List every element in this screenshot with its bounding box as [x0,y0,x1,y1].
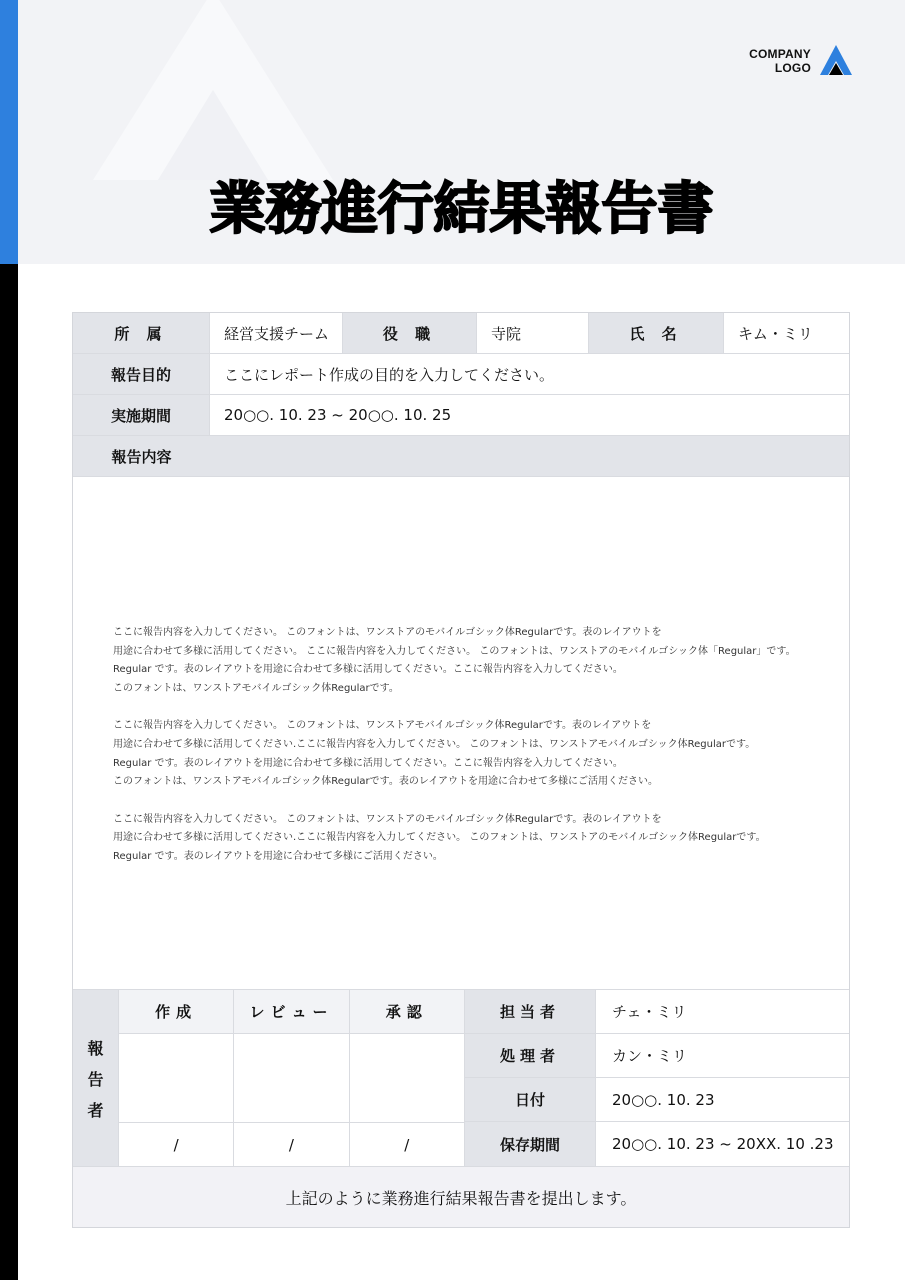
content-line: ここに報告内容を入力してください。 このフォントは、ワンストアモバイルゴシック体Regularです。表のレイアウトを [113,720,652,732]
content-line: このフォントは、ワンストアモバイルゴシック体Regularです。表のレイアウトを用途に合わせて多様にご活用ください。 [113,776,659,788]
processor-label: 処理者 [465,1034,596,1077]
detail-row-retention [465,1122,849,1166]
content-line: Regular です。表のレイアウトを用途に合わせて多様に活用してください。ここに報告内容を入力してください。 [113,664,623,676]
manager-value[interactable]: チェ・ミリ [596,990,849,1033]
detail-row-processor [465,1034,849,1078]
signature-box-create[interactable] [119,1034,234,1122]
content-line: 用途に合わせて多様に活用してください。 ここに報告内容を入力してください。 このフォントは、ワンストアのモバイルゴシック体「Regular」です。 [113,645,796,657]
document-header [18,0,905,264]
approval-header-review: レビュー [234,990,349,1033]
content-header-row [73,436,849,477]
content-paragraph-1 [113,624,839,699]
report-form [72,312,850,1228]
content-paragraph-3 [113,811,839,867]
period-label: 実施期間 [73,395,210,435]
approval-date-review[interactable]: / [234,1123,349,1166]
logo-line-2: LOGO [774,61,811,75]
content-line: このフォントは、ワンストアモバイルゴシック体Regularです。 [113,683,399,695]
approval-date-create[interactable]: / [119,1123,234,1166]
approval-grid [119,990,465,1166]
name-label: 氏 名 [589,313,724,353]
signature-box-review[interactable] [234,1034,349,1122]
accent-bar-black [0,264,18,1280]
manager-label: 担当者 [465,990,596,1033]
name-value[interactable]: キム・ミリ [724,313,849,353]
approval-header-approve: 承認 [350,990,465,1033]
content-line: Regular です。表のレイアウトを用途に合わせて多様に活用してください。ここに報告内容を入力してください。 [113,757,623,769]
submission-statement: 上記のように業務進行結果報告書を提出します。 [73,1167,849,1227]
retention-label: 保存期間 [465,1122,596,1166]
retention-value[interactable]: 20○○. 10. 23 ~ 20XX. 10 .23 [596,1122,849,1166]
company-logo [749,44,853,78]
content-line: Regular です。表のレイアウトを用途に合わせて多様にご活用ください。 [113,851,443,863]
info-row-period [73,395,849,436]
reporter-section [73,990,849,1167]
content-paragraph-2 [113,717,839,792]
content-line: ここに報告内容を入力してください。 このフォントは、ワンストアのモバイルゴシック体Regularです。表のレイアウトを [113,627,662,638]
signature-box-approve[interactable] [350,1034,465,1122]
report-content-area[interactable] [73,477,849,990]
purpose-value[interactable]: ここにレポート作成の目的を入力してください。 [210,354,849,394]
info-row-purpose [73,354,849,395]
detail-row-manager [465,990,849,1034]
logo-line-1: COMPANY [749,47,811,61]
content-line: 用途に合わせて多様に活用してください.ここに報告内容を入力してください。 このフォントは、ワンストアのモバイルゴシック体Regularです。 [113,832,766,844]
approval-date-approve[interactable]: / [350,1123,465,1166]
date-value[interactable]: 20○○. 10. 23 [596,1078,849,1121]
approval-header-create: 作成 [119,990,234,1033]
position-value[interactable]: 寺院 [477,313,589,353]
approval-header-row [119,990,465,1034]
detail-row-date [465,1078,849,1122]
processor-value[interactable]: カン・ミリ [596,1034,849,1077]
reporter-label: 報 告 者 [73,990,119,1166]
page-title: 業務進行結果報告書 [209,177,714,242]
date-label: 日付 [465,1078,596,1121]
affiliation-value[interactable]: 経営支援チーム [210,313,343,353]
position-label: 役 職 [343,313,477,353]
content-label: 報告内容 [73,436,210,476]
approval-date-row [119,1123,465,1166]
info-row-affiliation [73,313,849,354]
content-line: ここに報告内容を入力してください。 このフォントは、ワンストアのモバイルゴシック体Regularです。表のレイアウトを [113,813,662,825]
period-value[interactable]: 20○○. 10. 23 ~ 20○○. 10. 25 [210,395,849,435]
content-line: 用途に合わせて多様に活用してください.ここに報告内容を入力してください。 このフォントは、ワンストアモバイルゴシック体Regularです。 [113,739,756,751]
purpose-label: 報告目的 [73,354,210,394]
approval-signature-row [119,1034,465,1123]
detail-table [465,990,849,1166]
affiliation-label: 所 属 [73,313,210,353]
accent-bar-blue [0,0,18,264]
triangle-logo-icon [819,44,853,78]
